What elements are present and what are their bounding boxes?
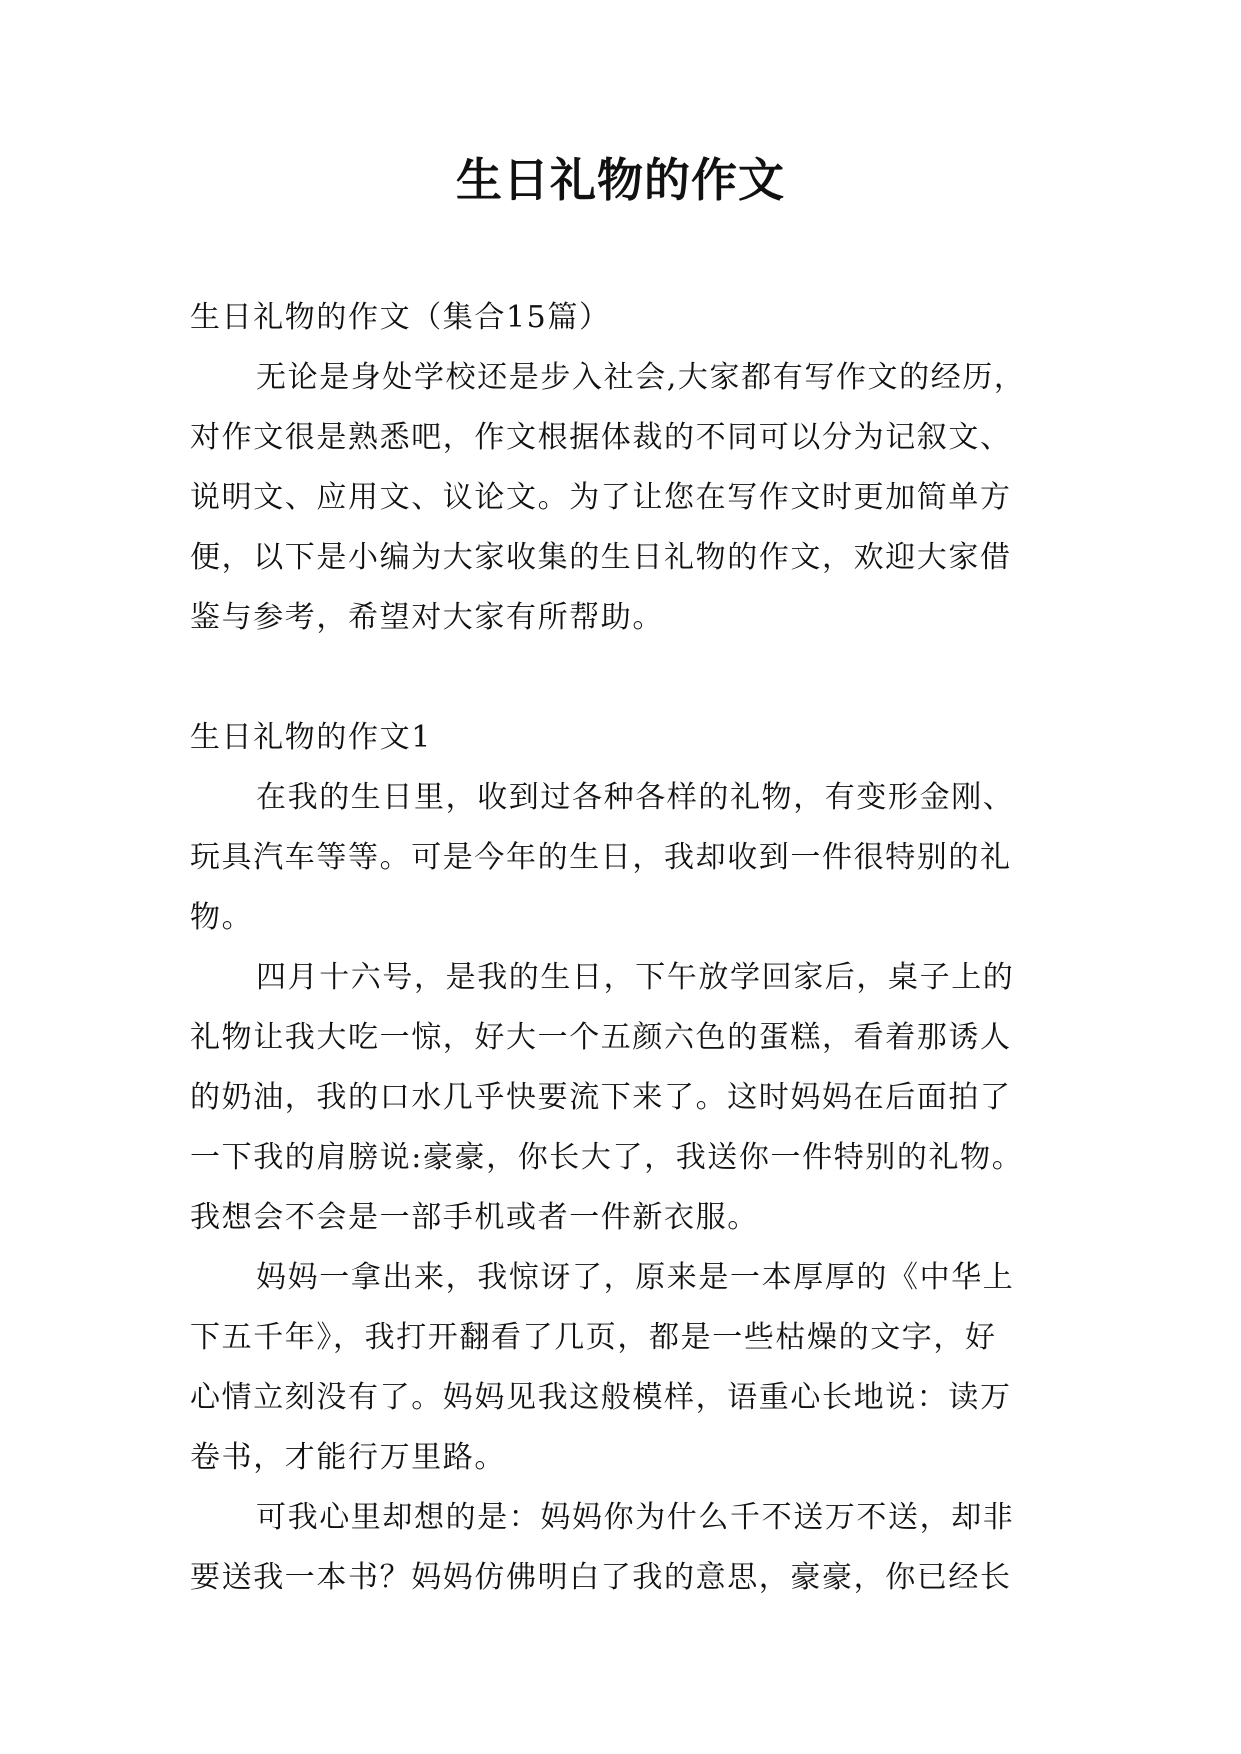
text-line: 物。	[190, 900, 254, 935]
document-body	[190, 288, 1070, 1608]
text-line: 下五千年》，我打开翻看了几页，都是一些枯燥的文字，好	[190, 1320, 997, 1355]
text-line: 的奶油，我的口水几乎快要流下来了。这时妈妈在后面拍了	[190, 1080, 1012, 1115]
text-line: 鉴与参考，希望对大家有所帮助。	[190, 600, 664, 635]
text-line: 心情立刻没有了。妈妈见我这般模样，语重心长地说：读万	[190, 1380, 1012, 1415]
page-title: 生日礼物的作文	[456, 153, 785, 207]
essay-paragraph	[190, 1248, 1070, 1488]
subtitle: 生日礼物的作文（集合15篇）	[190, 300, 611, 335]
essay-paragraph	[190, 768, 1070, 948]
intro-paragraph	[190, 348, 1070, 648]
text-line: 在我的生日里，收到过各种各样的礼物，有变形金刚、	[256, 780, 1015, 815]
essay-heading: 生日礼物的作文1	[190, 720, 432, 755]
text-line: 礼物让我大吃一惊，好大一个五颜六色的蛋糕，看着那诱人	[190, 1020, 1012, 1055]
text-line: 便，以下是小编为大家收集的生日礼物的作文，欢迎大家借	[190, 540, 1012, 575]
text-line: 我想会不会是一部手机或者一件新衣服。	[190, 1200, 759, 1235]
text-line: 要送我一本书？妈妈仿佛明白了我的意思，豪豪，你已经长	[190, 1560, 1012, 1595]
text-line: 玩具汽车等等。可是今年的生日，我却收到一件很特别的礼	[190, 840, 1012, 875]
essay-paragraph	[190, 948, 1070, 1248]
section-spacer	[190, 648, 1070, 708]
text-line: 对作文很是熟悉吧，作文根据体裁的不同可以分为记叙文、	[190, 420, 1012, 455]
text-line: 妈妈一拿出来，我惊讶了，原来是一本厚厚的《中华上	[256, 1260, 1015, 1295]
text-line: 四月十六号，是我的生日，下午放学回家后，桌子上的	[256, 960, 1015, 995]
text-line: 说明文、应用文、议论文。为了让您在写作文时更加简单方	[190, 480, 1012, 515]
text-line: 卷书，才能行万里路。	[190, 1440, 506, 1475]
text-line: 一下我的肩膀说:豪豪，你长大了，我送你一件特别的礼物。	[190, 1140, 1024, 1175]
text-line: 可我心里却想的是：妈妈你为什么千不送万不送，却非	[256, 1500, 1015, 1535]
essay-paragraph	[190, 1488, 1070, 1608]
text-line: 无论是身处学校还是步入社会,大家都有写作文的经历，	[256, 360, 1026, 395]
